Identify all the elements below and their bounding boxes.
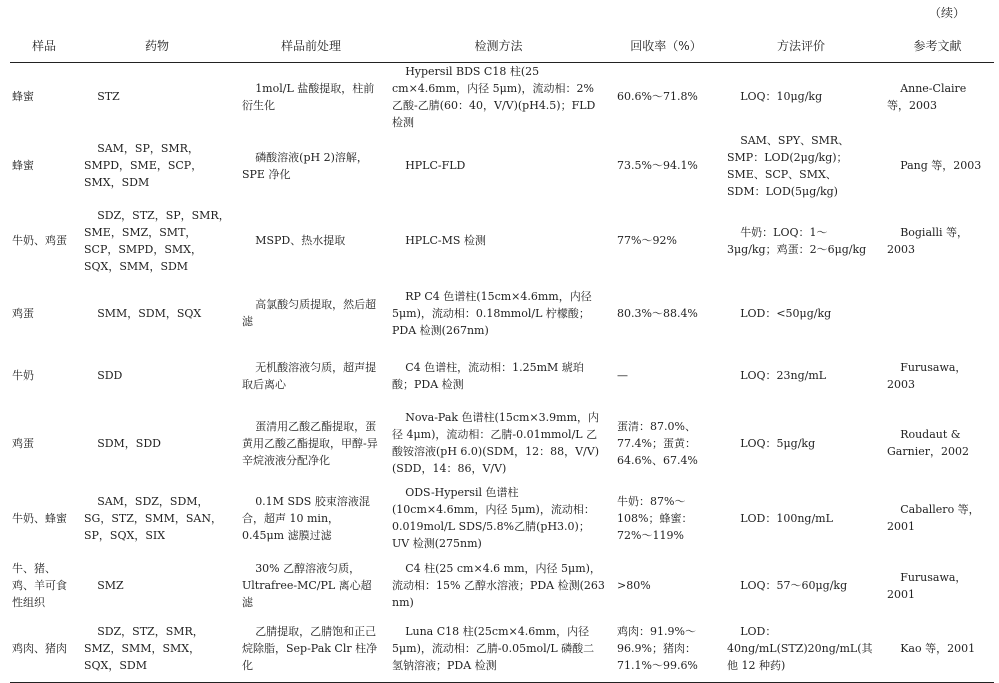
cell-reference: Anne-Claire 等，2003 — [887, 81, 967, 112]
cell-recovery: 蛋清：87.0%、77.4%；蛋黄：64.6%、67.4% — [617, 419, 698, 467]
cell-recovery: 77%～92% — [617, 234, 677, 247]
header-reference: 参考文献 — [881, 30, 994, 62]
table-row — [10, 201, 994, 281]
table-row — [10, 481, 994, 556]
table-header-row — [10, 30, 994, 62]
cell-method: C4 柱(25 cm×4.6 mm，内径 5μm)，流动相：15% 乙醇水溶液；PDA 检测(263 nm) — [392, 562, 605, 609]
cell-recovery: >80% — [617, 579, 651, 592]
cell-sample: 鸡蛋 — [12, 436, 34, 450]
cell-recovery: 牛奶：87%～108%；蜂蜜：72%～119% — [617, 494, 693, 542]
cell-sample: 牛奶、蜂蜜 — [12, 511, 67, 525]
header-evaluation: 方法评价 — [721, 30, 881, 62]
cell-recovery: — — [617, 369, 628, 382]
cell-evaluation: LOD：<50μg/kg — [740, 306, 832, 320]
cell-pretreatment: 0.1M SDS 胶束溶液混合，超声 10 min，0.45μm 滤膜过滤 — [242, 494, 370, 542]
cell-evaluation: 牛奶：LOQ：1～3μg/kg；鸡蛋：2～6μg/kg — [727, 225, 867, 256]
table-row — [10, 616, 994, 683]
table-row — [10, 281, 994, 346]
table-row — [10, 62, 994, 131]
cell-sample: 鸡蛋 — [12, 306, 34, 320]
cell-drugs: SAM，SDZ，SDM，SG，STZ，SMM，SAN，SP，SQX，SIX — [84, 494, 223, 542]
cell-pretreatment: 蛋清用乙酸乙酯提取，蛋黄用乙酸乙酯提取，甲醇-异辛烷液液分配净化 — [242, 419, 378, 467]
cell-method: Hypersil BDS C18 柱(25 cm×4.6mm，内径 5μm)，流动相：2% 乙酸-乙腈(60：40，V/V)(pH4.5)；FLD 检测 — [392, 64, 596, 129]
cell-evaluation: LOQ：57～60μg/kg — [740, 579, 848, 592]
cell-drugs: SDM，SDD — [97, 436, 161, 450]
cell-pretreatment: 磷酸溶液(pH 2)溶解，SPE 净化 — [242, 150, 368, 181]
cell-reference: Kao 等，2001 — [881, 616, 994, 683]
cell-evaluation: LOQ：23ng/mL — [740, 369, 827, 382]
header-drugs: 药物 — [78, 30, 236, 62]
cell-reference: Furusawa，2001 — [887, 570, 967, 601]
header-method: 检测方法 — [386, 30, 611, 62]
cell-pretreatment: 高氯酸匀质提取，然后超滤 — [242, 298, 377, 328]
cell-sample: 蜂蜜 — [12, 159, 34, 172]
cell-sample: 牛、猪、鸡、羊可食性组织 — [12, 562, 67, 609]
cell-reference: Furusawa，2003 — [887, 360, 967, 391]
cell-reference: Roudaut & Garnier，2002 — [887, 428, 969, 458]
cell-reference: Pang 等，2003 — [900, 159, 982, 172]
cell-evaluation: LOD：40ng/mL(STZ)20ng/mL(其他 12 种药) — [721, 616, 881, 683]
methods-table — [10, 30, 994, 683]
cell-pretreatment: 乙腈提取，乙腈饱和正己烷除脂，Sep-Pak Clr 柱净化 — [236, 616, 386, 683]
header-sample: 样品 — [10, 30, 78, 62]
cell-evaluation: SAM、SPY、SMR、SMP：LOD(2μg/kg)；SME、SCP、SMX、SDM：LOD(5μg/kg) — [727, 133, 850, 198]
cell-recovery: 60.6%～71.8% — [617, 90, 698, 103]
cell-sample: 牛奶 — [12, 369, 34, 382]
cell-pretreatment: MSPD、热水提取 — [255, 234, 346, 247]
cell-recovery: 鸡肉：91.9%～96.9%；猪肉：71.1%～99.6% — [611, 616, 721, 683]
continued-label: （续） — [928, 6, 965, 20]
cell-method: HPLC-FLD — [405, 159, 466, 172]
cell-method: HPLC-MS 检测 — [405, 234, 486, 247]
cell-drugs: SDZ，STZ，SP，SMR，SME，SMZ，SMT，SCP，SMPD，SMX，SQX，SMM，SDM — [84, 208, 230, 273]
cell-drugs: SMZ — [97, 579, 124, 592]
cell-recovery: 80.3%～88.4% — [617, 306, 698, 320]
cell-sample: 蜂蜜 — [12, 90, 34, 103]
table-row — [10, 556, 994, 616]
cell-drugs: STZ — [97, 90, 120, 103]
cell-drugs: SDD — [97, 369, 123, 382]
cell-evaluation: LOD：100ng/mL — [740, 511, 833, 525]
cell-pretreatment: 1mol/L 盐酸提取，柱前衍生化 — [242, 81, 375, 112]
cell-method: RP C4 色谱柱(15cm×4.6mm，内径 5μm)，流动相：0.18mmol/L 柠檬酸；PDA 检测(267nm) — [392, 289, 592, 337]
cell-method: Nova-Pak 色谱柱(15cm×3.9mm，内径 4μm)，流动相：乙腈-0.01mmol/L 乙酸铵溶液(pH 6.0)(SDM，12：88，V/V)(SDD，14：86，V/V) — [392, 411, 600, 475]
cell-pretreatment: 无机酸溶液匀质，超声提取后离心 — [242, 360, 377, 391]
cell-drugs: SAM，SP，SMR，SMPD，SME，SCP，SMX，SDM — [84, 142, 203, 189]
header-pretreatment: 样品前处理 — [236, 30, 386, 62]
cell-drugs: SMM，SDM，SQX — [97, 306, 202, 320]
table-row — [10, 406, 994, 481]
cell-method: ODS-Hypersil 色谱柱(10cm×4.6mm，内径 5μm)，流动相：0.019mol/L SDS/5.8%乙腈(pH3.0)；UV 检测(275nm) — [392, 486, 595, 550]
cell-evaluation: LOQ：5μg/kg — [740, 436, 816, 450]
header-recovery: 回收率（%） — [611, 30, 721, 62]
table-row — [10, 131, 994, 201]
cell-reference: Bogialli 等，2003 — [887, 225, 969, 256]
cell-method: Luna C18 柱(25cm×4.6mm，内径 5μm)，流动相：乙腈-0.05mol/L 磷酸二氢钠溶液；PDA 检测 — [386, 616, 611, 683]
cell-reference: Caballero 等，2001 — [887, 503, 980, 533]
cell-evaluation: LOQ：10μg/kg — [740, 90, 823, 103]
cell-drugs: SDZ，STZ，SMR，SMZ，SMM，SMX，SQX，SDM — [78, 616, 236, 683]
table-row — [10, 346, 994, 406]
cell-method: C4 色谱柱，流动相：1.25mM 琥珀酸；PDA 检测 — [392, 360, 584, 391]
cell-sample: 鸡肉、猪肉 — [10, 616, 78, 683]
cell-pretreatment: 30% 乙醇溶液匀质，Ultrafree-MC/PL 离心超滤 — [242, 562, 372, 609]
cell-reference — [881, 281, 994, 346]
cell-sample: 牛奶、鸡蛋 — [12, 234, 67, 247]
cell-recovery: 73.5%～94.1% — [617, 159, 698, 172]
